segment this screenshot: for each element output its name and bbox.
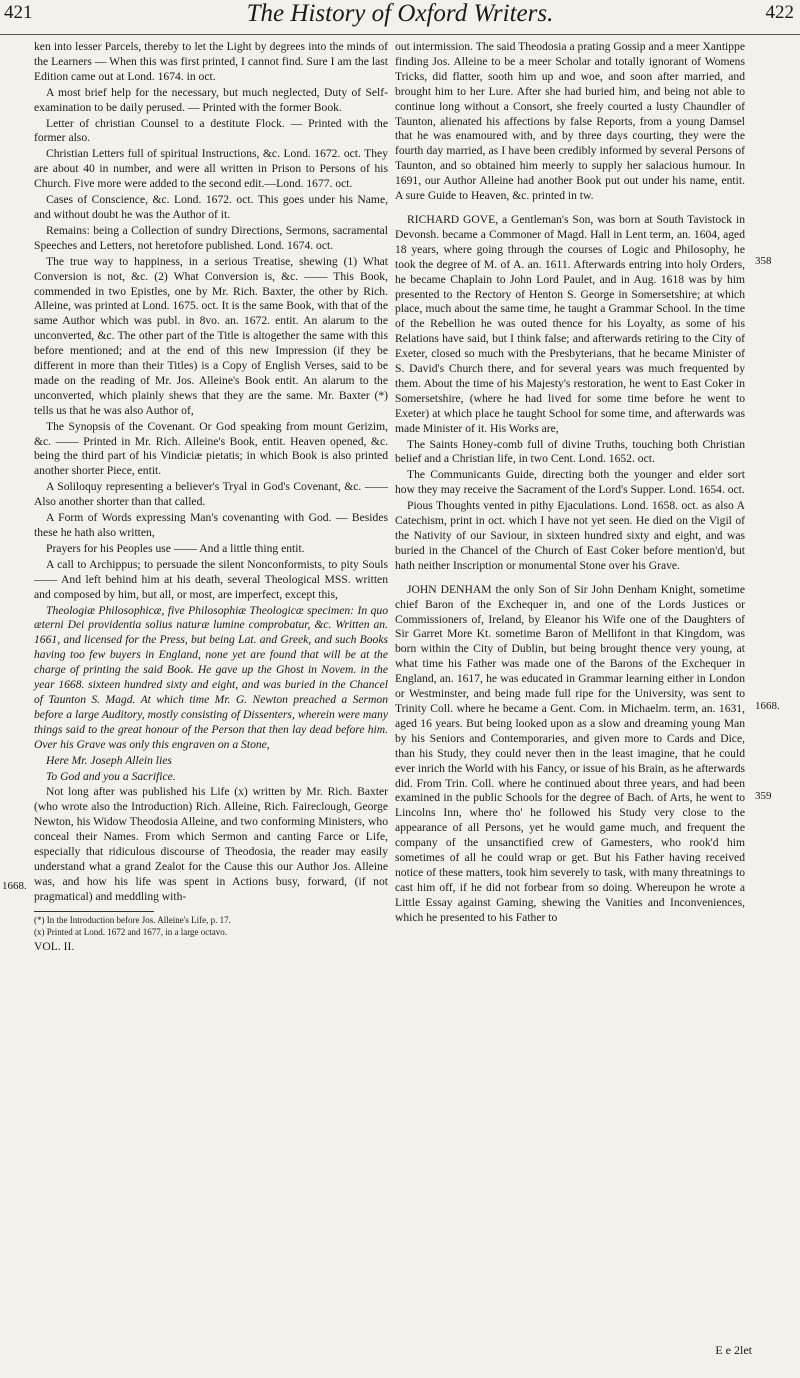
paragraph: A call to Archippus; to persuade the silent Nonconformists, to pity Souls —— And left behind him at his death, several Theological MSS. written and composed by him, but all, or most, are imperfect, except this, <box>34 557 388 601</box>
left-column <box>34 40 388 956</box>
header-rule <box>0 34 800 35</box>
paragraph: Letter of christian Counsel to a destitute Flock. — Printed with the former also. <box>34 116 388 145</box>
footnote-rule <box>34 911 154 912</box>
paragraph: A Form of Words expressing Man's covenanting with God. — Besides these he hath also written, <box>34 511 388 539</box>
catchword: let <box>740 1343 752 1357</box>
paragraph: A Soliloquy representing a believer's Tryal in God's Covenant, &c. —— Also another shorter than that called. <box>34 480 388 509</box>
margin-year: 1668. <box>755 700 780 712</box>
paragraph: Theologiæ Philosophicæ, five Philosophiæ Theologicæ specimen: In quo æterni Dei providentia solius naturæ lumine comprobatur, &c. Written an. 1661, and licensed for the Press, but being Lat. and Greek, and such Books having too few buyers in England, none yet are found that will be at the charge of printing the said Book. He gave up the Ghost in Novem. in the year 1668. sixteen hundred sixty and eight, and was buried in the Chancel of Taunton S. Magd. At which time Mr. G. Newton preached a Sermon before a large Auditory, mostly consisting of Dissenters, wherein were many things said to the great honour of the Person that then lay dead before him. Over his Grave was only this engraven on a Stone, <box>34 603 388 751</box>
paragraph: Remains: being a Collection of sundry Directions, Sermons, sacramental Speeches and Letters, not heretofore published. Lond. 1674. oct. <box>34 223 388 252</box>
paragraph: Christian Letters full of spiritual Instructions, &c. Lond. 1672. oct. They are about 40 in number, and were all written in Prison to Persons of his Church. Five more were added to the second edit.—Lond. 1677. oct. <box>34 147 388 191</box>
running-header <box>0 0 800 36</box>
paragraph: ken into lesser Parcels, thereby to let the Light by degrees into the minds of the Learners — When this was first printed, I cannot find. Sure I am the last Edition came out at Lond. 1674. in oct. <box>34 40 388 83</box>
paragraph: Not long after was published his Life (x) written by Mr. Rich. Baxter (who wrote also the Introduction) Rich. Alleine, Rich. Faireclough, George Newton, his Widow Theodosia Alleine, and two conforming Ministers, who conceal their Names. From which Sermon and canting Farce or Life, especially that ridiculous discourse of Theodosia, the reader may easily understand what a grand Zealot for the Cause this our Author Jos. Alleine was, and how his life was spent in Actions busy, forward, (if not pragmatical) and meddling with- <box>34 785 388 903</box>
entry-paragraph: The Communicants Guide, directing both the younger and elder sort how they may receive the Sacrament of the Lord's Supper. Lond. 1654. oct. <box>395 468 745 497</box>
epitaph-line: To God and you a Sacrifice. <box>46 769 176 783</box>
entry-denham <box>395 583 745 926</box>
margin-year: 1668. <box>2 880 27 892</box>
entry-paragraph: The Saints Honey-comb full of divine Truths, touching both Christian belief and a Christian life, in two Cent. Lond. 1652. oct. <box>395 437 745 466</box>
entry-number: 359 <box>755 790 772 802</box>
running-title: The History of Oxford Writers. <box>246 0 554 27</box>
epitaph-line: Here Mr. Joseph Allein lies <box>46 753 172 767</box>
entry-paragraph: RICHARD GOVE, a Gentleman's Son, was born at South Tavistock in Devonsh. became a Commoner of Magd. Hall in Lent term, an. 1604, aged 18 years, where going through the courses of Logic and Philosophy, he took the degree of M. of A. an. 1611. Afterwards entring into holy Orders, he became Chaplain to John Lord Paulet, and in Aug. 1618 was by him presented to the Rectory of Henton S. George in Somersetshire; at which place, much about the same time, he taught a Grammar School. In the time of the Rebellion he was outed thence for his Loyalty, as some of his Relations have said, but I think false; and afterwards retiring to the City of Exeter, closed so much with the Presbyterians, that he became Minister of S. David's Church there, and for several years was much frequented by them. About the time of his Majesty's restoration, he went to East Coker in Somersetshire, (where he had lived for some time before he went to Exeter) at which place he taught School for some time, and afterwards was made Minister of it. His Works are, <box>395 212 745 435</box>
paragraph: Prayers for his Peoples use —— And a little thing entit. <box>46 541 305 555</box>
left-page-number: 421 <box>4 2 33 23</box>
paragraph: out intermission. The said Theodosia a prating Gossip and a meer Xantippe finding Jos. Alleine to be a meer Scholar and totally ignorant of Womens Tricks, did flatter, sooth him up and woe, and soon after married, and brought him to her Lure. After she had buried him, and being not able to continue long without a Consort, she freely courted a lusty Chaundler of Taunton, alienated his affections by false Reports, from a young Damsel that he was enamoured with, and by three days courting, they were the fourth day married, as I have been credibly informed by several Persons of Taunton, and so obtained him meerly to supply her salacious humour. In 1691, our Author Alleine had another Book put out under his name, entit. A sure Guide to Heaven, &c. printed in tw. <box>395 40 745 203</box>
paragraph: The true way to happiness, in a serious Treatise, shewing (1) What Conversion is not, &c. (2) What Conversion is, &c. —— This Book, commended in two Epistles, one by Mr. Rich. Baxter, the other by Rich. Alleine, was printed at Lond. 1675. oct. It is the same Book, with that of the same Author which was publ. in 8vo. an. 1672. entit. An alarum to the unconverted, &c. The other part of the Title is altogether the same with this before mentioned; and at the end of this new Impression (if they be different in more than their Titles) is a Copy of English Verses, said to be made on the reading of Mr. Jos. Alleine's Book entit. An alarum to the unconverted, which plainly shews that they are the same. Mr. Baxter (*) tells us that he was also Author of, <box>34 254 388 417</box>
signature-mark: E e 2 <box>715 1343 740 1357</box>
paragraph: A most brief help for the necessary, but much neglected, Duty of Self-examination to be daily perused. — Printed with the former Book. <box>34 85 388 114</box>
entry-paragraph: JOHN DENHAM the only Son of Sir John Denham Knight, sometime chief Baron of the Exchequer in, and one of the Lords Justices or Commissioners of, Ireland, by Eleanor his Wife one of the Daughters of Sir Garret More Kt. sometime Baron of Mellifont in that Kingdom, was born within the City of Dublin, but being brought thence very young, at what time his Father was made one of the Barons of the Exchequer in England, an. 1617, he was educated in Grammar learning either in London or Westminster, and being made full ripe for the University, was sent to Trinity Coll. where he became a Gent. Com. in Michaelm. term, an. 1631, aged 16 years. But being looked upon as a slow and dreaming young Man by his Seniors and Contemporaries, and given more to Cards and Dice, than his Study, they could never then in the least imagine, that he could ever inrich the World with his Fancy, or issue of his Brain, as he afterwards did. From Trin. Coll. where he continued about three years, and had been examined in the public Schools for the degree of Bach. of Arts, he went to Lincolns Inn, where tho' he followed his Study very close to the appearance of all Persons, yet he would game much, and frequent the company of the unsanctified crew of Gamesters, who rook'd him sometimes of all he could wrap or get. But his Father having received notice of these matters, took him severely to task, with many threatnings to cast him off, if he did not forbear from so doing. Whereupon he wrote a Little Essay against Gaming, shewing the Vanities and Inconveniences, which he presented to his Father to <box>395 582 745 924</box>
paragraph: Cases of Conscience, &c. Lond. 1672. oct. This goes under his Name, and without doubt he was the Author of it. <box>34 193 388 221</box>
entry-paragraph: Pious Thoughts vented in pithy Ejaculations. Lond. 1658. oct. as also A Catechism, print in oct. which I have not yet seen. He died on the Vigil of the Nativity of our Saviour, in sixteen hundred sixty and eight, and was buried in the Chancel of the Church of East Coker before mention'd, but hath neither Inscription or monumental Stone over his Grave. <box>395 499 745 572</box>
volume-mark: VOL. II. <box>34 939 75 953</box>
right-page-number: 422 <box>765 2 794 23</box>
right-column <box>395 40 745 927</box>
footnote: (x) Printed at Lond. 1672 and 1677, in a large octavo. <box>34 926 228 937</box>
paragraph: The Synopsis of the Covenant. Or God speaking from mount Gerizim, &c. —— Printed in Mr. Rich. Alleine's Book, entit. Heaven opened, &c. being the third part of his Vindiciæ pietatis; in which Book is also printed another shorter Piece, entit. <box>34 419 388 478</box>
footnote: (*) In the Introduction before Jos. Alleine's Life, p. 17. <box>34 914 231 925</box>
entry-number: 358 <box>755 255 772 267</box>
entry-gove <box>395 213 745 574</box>
